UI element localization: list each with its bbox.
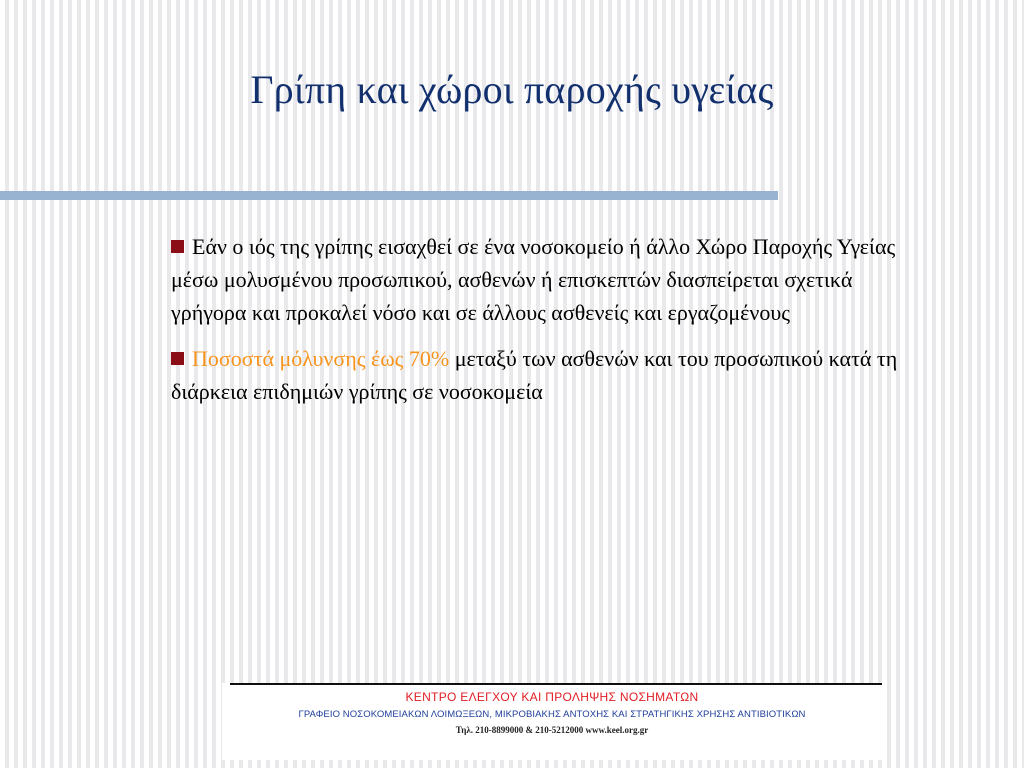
slide-content — [171, 230, 911, 421]
bullet-highlight-text: Ποσοστά μόλυνσης έως 70% — [192, 346, 450, 371]
bullet-item — [171, 230, 911, 329]
square-bullet-icon — [171, 240, 184, 253]
slide-title: Γρίπη και χώροι παροχής υγείας — [250, 67, 774, 112]
bullet-text: Εάν ο ιός της γρίπης εισαχθεί σε ένα νοσοκομείο ή άλλο Χώρο Παροχής Υγείας μέσω μολυσμένου προσωπικού, ασθενών ή επισκεπτών διασπείρεται σχετικά γρήγορα και προκαλεί νόσο και σε άλλους ασθενείς και εργαζομένους — [171, 234, 896, 325]
footer-office-name: ΓΡΑΦΕΙΟ ΝΟΣΟΚΟΜΕΙΑΚΩΝ ΛΟΙΜΩΞΕΩΝ, ΜΙΚΡΟΒΙΑΚΗΣ ΑΝΤΟΧΗΣ ΚΑΙ ΣΤΡΑΤΗΓΙΚΗΣ ΧΡΗΣΗΣ ΑΝΤΙΒΙΟΤΙΚΩΝ — [298, 709, 806, 720]
footer-contact: Τηλ. 210-8899000 & 210-5212000 www.keel.org.gr — [455, 725, 649, 735]
bullet-text: μεταξύ των ασθενών και του προσωπικού κατά τη διάρκεια επιδημιών γρίπης σε νοσοκομεία — [171, 346, 898, 404]
square-bullet-icon — [171, 352, 184, 365]
footer-divider — [230, 683, 882, 685]
title-divider — [0, 191, 778, 200]
bullet-item — [171, 342, 911, 408]
footer-org-name: ΚΕΝΤΡΟ ΕΛΕΓΧΟΥ ΚΑΙ ΠΡΟΛΗΨΗΣ ΝΟΣΗΜΑΤΩΝ — [405, 690, 699, 704]
footer-banner — [222, 683, 882, 760]
